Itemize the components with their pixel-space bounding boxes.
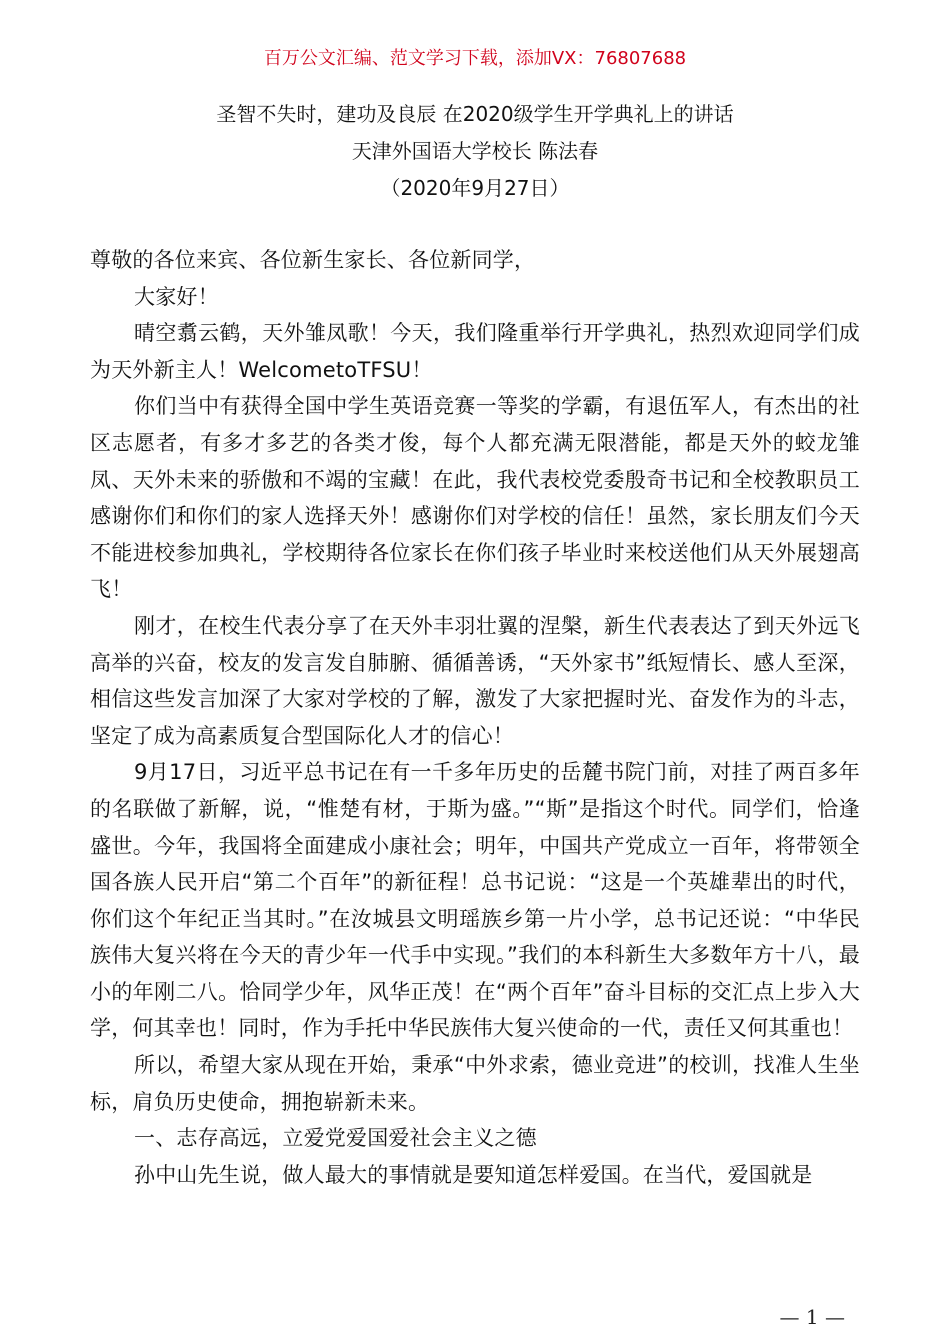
document-title: 圣智不失时，建功及良辰 在2020级学生开学典礼上的讲话 [216, 102, 734, 126]
paragraph: 刚才，在校生代表分享了在天外丰羽壮翼的涅槃，新生代表表达了到天外远飞高举的兴奋，校友的发言发自肺腑、循循善诱，“天外家书”纸短情长、感人至深，相信这些发言加深了大家对学校的了解，激发了大家把握时光、奋发作为的斗志，坚定了成为高素质复合型国际化人才的信心！ [90, 613, 860, 748]
paragraph: 孙中山先生说，做人最大的事情就是要知道怎样爱国。在当代，爱国就是 [134, 1162, 813, 1187]
paragraph: 晴空翥云鹤，天外雏凤歌！今天，我们隆重举行开学典礼，热烈欢迎同学们成为天外新主人！WelcometoTFSU！ [90, 321, 860, 382]
title-block [0, 96, 950, 207]
speech-body [90, 242, 860, 1193]
salutation: 尊敬的各位来宾、各位新生家长、各位新同学， [90, 248, 536, 272]
page-number: — 1 — [779, 1305, 845, 1329]
paragraph: 你们当中有获得全国中学生英语竞赛一等奖的学霸，有退伍军人，有杰出的社区志愿者，有多才多艺的各类才俊，每个人都充满无限潜能，都是天外的蛟龙雏凤、天外未来的骄傲和不竭的宝藏！在此，我代表校党委殷奇书记和全校教职员工感谢你们和你们的家人选择天外！感谢你们对学校的信任！虽然，家长朋友们今天不能进校参加典礼，学校期待各位家长在你们孩子毕业时来校送他们从天外展翅高飞！ [90, 394, 860, 602]
document-author: 天津外国语大学校长 陈法春 [351, 139, 599, 163]
document-date: （2020年9月27日） [380, 176, 570, 200]
section-heading: 一、志存高远，立爱党爱国爱社会主义之德 [134, 1126, 537, 1151]
watermark-banner: 百万公文汇编、范文学习下载，添加VX：76807688 [263, 48, 687, 69]
paragraph: 9月17日，习近平总书记在有一千多年历史的岳麓书院门前，对挂了两百多年的名联做了新解，说，“惟楚有材，于斯为盛。”“斯”是指这个时代。同学们，恰逢盛世。今年，我国将全面建成小康社会；明年，中国共产党成立一百年，将带领全国各族人民开启“第二个百年”的新征程！总书记说：“这是一个英雄辈出的时代，你们这个年纪正当其时。”在汝城县文明瑶族乡第一片小学，总书记还说：“中华民族伟大复兴将在今天的青少年一代手中实现。”我们的本科新生大多数年方十八，最小的年刚二八。恰同学少年，风华正茂！在“两个百年”奋斗目标的交汇点上步入大学，何其幸也！同时，作为手托中华民族伟大复兴使命的一代，责任又何其重也！ [90, 760, 860, 1041]
paragraph: 所以，希望大家从现在开始，秉承“中外求索，德业竞进”的校训，找准人生坐标，肩负历史使命，拥抱崭新未来。 [90, 1053, 860, 1114]
greeting: 大家好！ [134, 284, 219, 309]
